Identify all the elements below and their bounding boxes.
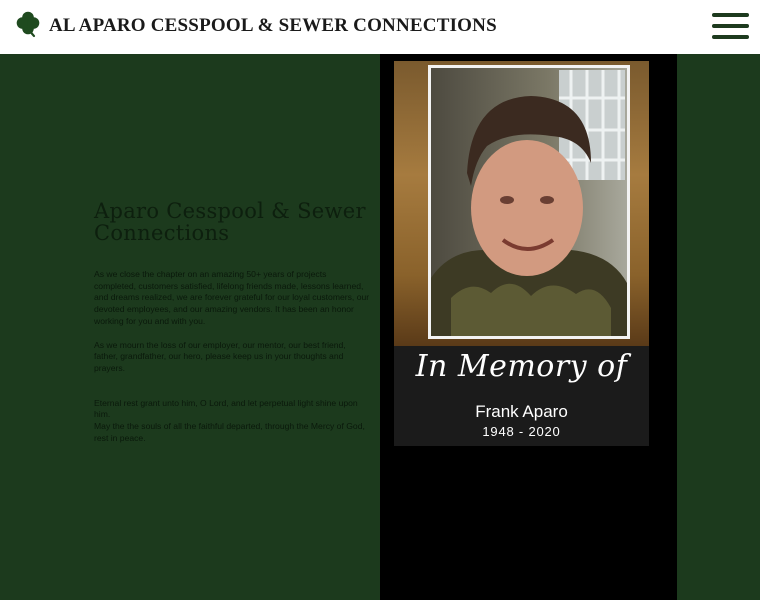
menu-button[interactable]: [712, 13, 750, 39]
menu-bar-middle: [712, 24, 749, 28]
four-leaf-clover-icon[interactable]: [14, 10, 42, 38]
menu-bar-bottom: [712, 35, 749, 39]
intro-section: [94, 200, 370, 444]
mourning-paragraph: As we mourn the loss of our employer, our mentor, our best friend, father, grandfather, our hero, please keep us in your thoughts and prayers.: [94, 339, 346, 373]
prayer-paragraph: Eternal rest grant unto him, O Lord, and let perpetual light shine upon him. May the the souls of all the faithful departed, through the Mercy of God, rest in peace.: [94, 397, 365, 443]
site-header: [0, 0, 760, 54]
memorial-name: Frank Aparo: [475, 402, 568, 421]
memorial-years: 1948 - 2020: [482, 424, 561, 439]
farewell-paragraph: As we close the chapter on an amazing 50+ years of projects completed, customers satisfied, lifelong friends made, lessons learned, and dreams realized, we are forever grateful for our loyal customers, our devoted employees, and our amazing vendors. It has been an honor working for you and with you.: [94, 269, 370, 326]
site-title[interactable]: AL APARO CESSPOOL & SEWER CONNECTIONS: [49, 15, 497, 36]
page-heading: Aparo Cesspool & Sewer Connections: [94, 199, 366, 245]
hamburger-menu-icon: [712, 13, 749, 17]
memorial-photo: [428, 65, 630, 339]
memorial-card: [394, 61, 649, 446]
memorial-title: In Memory of: [415, 349, 628, 384]
